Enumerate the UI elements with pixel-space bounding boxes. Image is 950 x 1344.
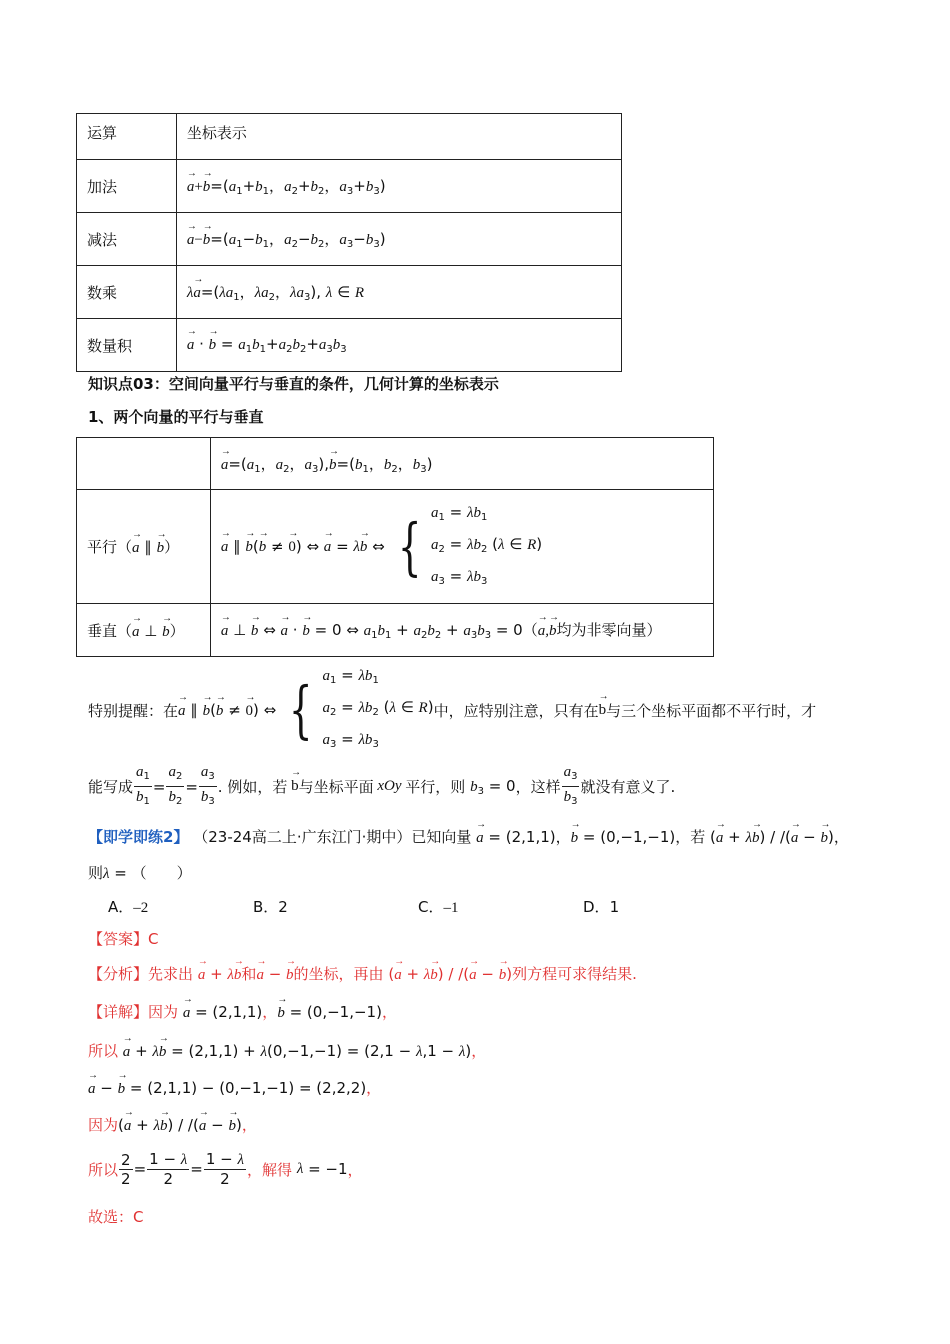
row-add-formula: → $a+\to b=(a_1+b_1$，$a_2+b_2$，$a_3+b_3$) [176,160,621,213]
header-coord: 坐标表示 [176,114,621,160]
section-title: 知识点03：空间向量平行与垂直的条件，几何计算的坐标表示 [88,375,499,393]
detail-4: 因为(→ a + λ→ b) / /(→ a − → b)， [88,1114,257,1135]
choice-a[interactable]: A．–2 [108,898,149,916]
choice-c[interactable]: C．–1 [418,898,459,916]
detail-1: 【详解】因为 → a = (2,1,1)，→ b = (0,−1,−1)， [88,1001,397,1022]
operations-table [76,113,622,372]
perp-label: 垂直（→ a ⊥ → b） [77,604,211,657]
exercise-question-line2: 则λ = （ ） [88,864,192,882]
parallel-label: 平行（→ a ∥ → b） [77,490,211,604]
row-dot-label: 数量积 [77,319,177,372]
reminder-line2: 能写成 $\frac{a_1}{b_1}$ = $\frac{a_2}{b_2}$ = $\frac{a_3}{b_3}$ . 例如，若 → b 与坐标平面 xOy 平行，则 $b_3 = 0$ ，这样 $\frac{a_3}{b_3}$ 就没有意义了. [88,762,675,811]
exercise-question: 【即学即练2】 （23-24高二上·广东江门·期中）已知向量 → a = (2,1,1)，→ b = (0,−1,−1)，若 (→ a + λ→ b) / /(→ a − → b)， [88,826,849,847]
row-sub-formula: → $a-\to b=(a_1-b_1$，$a_2-b_2$，$a_3-b_3$) [176,213,621,266]
perp-condition: → a ⊥ → b ⇔ → a · → b = 0 ⇔ $a_1b_1 + a_2b_2 + a_3b_3 = 0(\to a,\to b$均为非零向量） [210,604,713,657]
parallel-condition: → a ∥ → b(→ b ≠ → 0) ⇔ → a = λ→ b ⇔ { $a_1 = \lambda b_1$ $a_2 = \lambda b_2$ (λ ∈ R) $a_3 = \lambda b_3$ [210,490,713,604]
parallel-system: { $a_1 = \lambda b_1$ $a_2 = \lambda b_2$ (λ ∈ R) $a_3 = \lambda b_3$ [397,502,543,587]
row-scalar-label: 数乘 [77,266,177,319]
detail-2: 所以 → a + λ→ b = (2,1,1) + λ(0,−1,−1) = (2,1 − λ,1 − λ)， [88,1040,486,1061]
reminder-system: { $a_1 = \lambda b_1$ $a_2 = \lambda b_2$ (λ ∈ R) $a_3 = \lambda b_3$ [288,666,434,750]
section-subtitle: 1、两个向量的平行与垂直 [88,408,264,426]
header-op: 运算 [77,114,177,160]
row-add-label: 加法 [77,160,177,213]
exercise-tag: 【即学即练2】 [88,828,189,846]
detail-final: 故选：C [88,1208,144,1226]
choice-b[interactable]: B．2 [253,898,288,916]
pv-header-empty [77,438,211,490]
choice-d[interactable]: D．1 [583,898,620,916]
row-scalar-formula: $\lambda\to a=(\lambda a_1$，$\lambda a_2$，$\lambda a_3$), λ ∈ R [176,266,621,319]
parallel-perp-table [76,437,714,657]
row-sub-label: 减法 [77,213,177,266]
detail-3: → a − → b = (2,1,1) − (0,−1,−1) = (2,2,2)， [88,1077,381,1098]
detail-5: 所以 $\frac{2}{2}$ = $\frac{1 - \lambda}{2}$ = $\frac{1 - \lambda}{2}$ ，解得 λ = −1 ， [88,1150,363,1188]
answer: 【答案】C [88,930,159,948]
pv-header-vectors: → $a=(a_1$，$a_2$，$a_3),\to b=(b_1$，$b_2$，$b_3$) [210,438,713,490]
analysis: 【分析】先求出 → a + λ→ b和→ a − → b的坐标，再由 (→ a + λ→ b) / /(→ a − → b)列方程可求得结果. [88,963,637,984]
row-dot-formula: → a · → $b = a_1b_1+a_2b_2+a_3b_3$ [176,319,621,372]
reminder-line1: 特别提醒：在 → a ∥ → b(→ b ≠ → 0) ⇔ { $a_1 = \lambda b_1$ $a_2 = \lambda b_2$ (λ ∈ R) $a_3 = \lambda b_3$ 中，应特别注意，只有在 → b 与三个坐标平面都不平行时，才 [88,662,816,758]
